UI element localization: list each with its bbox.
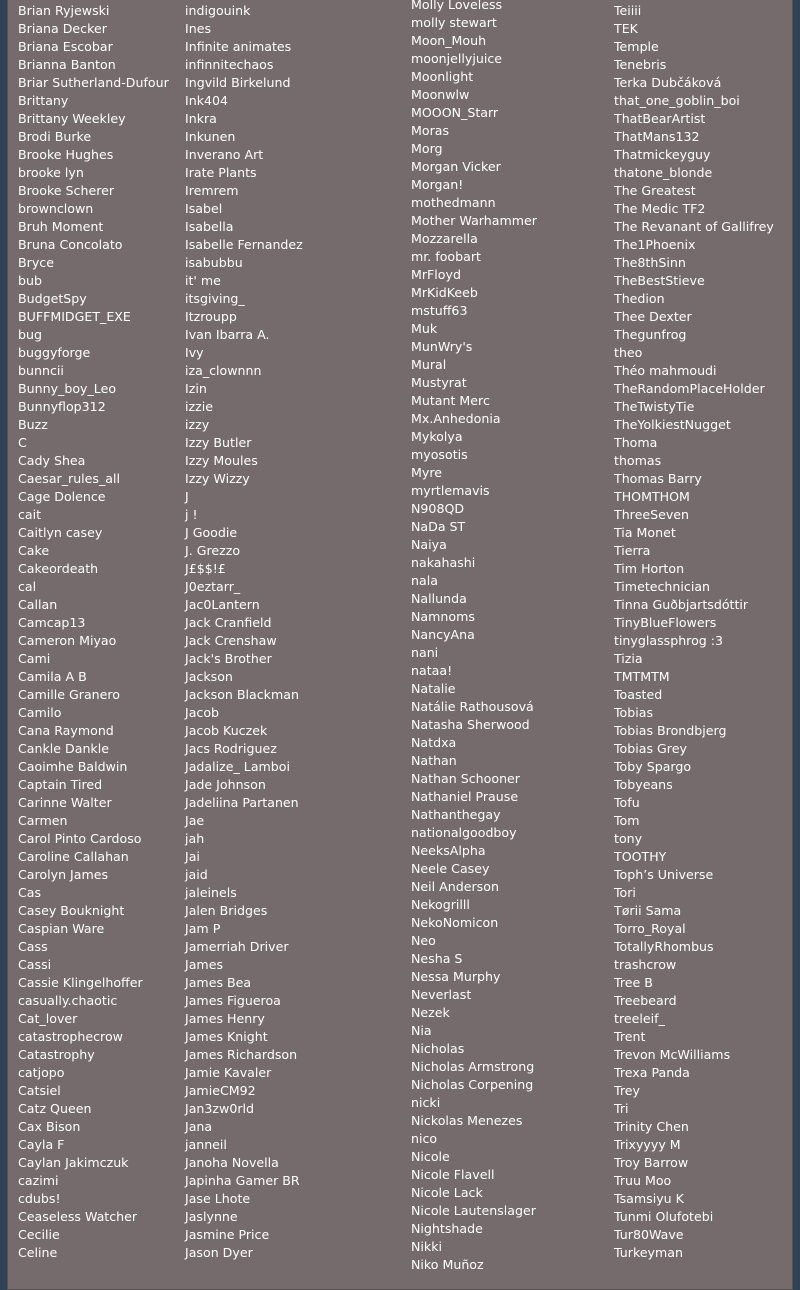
name-entry: myrtlemavis (411, 483, 490, 498)
name-entry: Casey Bouknight (18, 903, 125, 918)
name-entry: Tim Horton (614, 561, 685, 576)
name-entry: Cameron Miyao (18, 633, 117, 648)
name-entry: Isabella (185, 219, 234, 234)
name-entry: bub (18, 273, 42, 288)
name-entry: Cassi (18, 957, 52, 972)
name-entry: itsgiving_ (185, 291, 245, 306)
name-entry: Jacob (185, 705, 220, 720)
name-entry: Morg (411, 141, 443, 156)
name-entry: Carinne Walter (18, 795, 112, 810)
name-entry: that_one_goblin_boi (614, 93, 740, 108)
name-entry: Jackson (185, 669, 233, 684)
name-entry: cazimi (18, 1173, 59, 1188)
name-entry: TMTMTM (614, 669, 670, 684)
name-entry: Tenebris (614, 57, 667, 72)
name-entry: MrFloyd (411, 267, 461, 282)
name-entry: infinnitechaos (185, 57, 274, 72)
name-entry: Thegunfrog (614, 327, 687, 342)
name-entry: Moonwlw (411, 87, 470, 102)
name-entry: j ! (185, 507, 198, 522)
name-entry: Jack Crenshaw (185, 633, 277, 648)
name-entry: Cass (18, 939, 48, 954)
name-entry: Briana Decker (18, 21, 107, 36)
name-entry: Natasha Sherwood (411, 717, 530, 732)
name-entry: Truu Moo (614, 1173, 672, 1188)
name-entry: Irate Plants (185, 165, 257, 180)
name-entry: thatone_blonde (614, 165, 713, 180)
name-entry: Jaslynne (185, 1209, 238, 1224)
name-entry: Carolyn James (18, 867, 109, 882)
name-entry: Teiiii (614, 3, 642, 18)
name-entry: Bruna Concolato (18, 237, 123, 252)
name-entry: Nicholas (411, 1041, 465, 1056)
name-entry: tony (614, 831, 643, 846)
name-entry: cait (18, 507, 42, 522)
name-entry: The8thSinn (614, 255, 686, 270)
name-entry: Cayla F (18, 1137, 65, 1152)
name-entry: Nathaniel Prause (411, 789, 519, 804)
name-entry: jaid (185, 867, 208, 882)
name-entry: MOOON_Starr (411, 105, 499, 120)
name-entry: Cady Shea (18, 453, 86, 468)
name-entry: Caesar_rules_all (18, 471, 120, 486)
name-entry: Brittany Weekley (18, 111, 126, 126)
name-entry: Natálie Rathousová (411, 699, 534, 714)
name-entry: C (18, 435, 27, 450)
name-entry: Nekogrilll (411, 897, 470, 912)
name-entry: isabubbu (185, 255, 243, 270)
name-entry: Jamie Kavaler (185, 1065, 272, 1080)
name-entry: Cana Raymond (18, 723, 114, 738)
name-column-2 (185, 0, 303, 1262)
name-entry: Catsiel (18, 1083, 61, 1098)
credits-panel (7, 0, 793, 1290)
name-entry: Jackson Blackman (185, 687, 299, 702)
name-entry: Cankle Dankle (18, 741, 109, 756)
name-entry: Janoha Novella (185, 1155, 279, 1170)
name-entry: BudgetSpy (18, 291, 87, 306)
name-entry: Brittany (18, 93, 69, 108)
name-entry: Nicholas Armstrong (411, 1059, 535, 1074)
name-entry: Niko Muñoz (411, 1257, 484, 1272)
name-entry: Tizia (614, 651, 643, 666)
name-entry: Brodi Burke (18, 129, 92, 144)
name-entry: Mother Warhammer (411, 213, 537, 228)
name-entry: Nesha S (411, 951, 463, 966)
name-entry: Ivan Ibarra A. (185, 327, 270, 342)
name-entry: Cami (18, 651, 51, 666)
name-entry: Jam P (185, 921, 221, 936)
name-entry: Tørii Sama (614, 903, 682, 918)
name-entry: Neo (411, 933, 436, 948)
name-entry: cal (18, 579, 37, 594)
name-entry: Carmen (18, 813, 68, 828)
name-entry: Brian Ryjewski (18, 3, 110, 18)
name-entry: myosotis (411, 447, 468, 462)
name-entry: ThreeSeven (614, 507, 689, 522)
name-entry: trashcrow (614, 957, 677, 972)
name-entry: Inverano Art (185, 147, 264, 162)
name-entry: James Knight (185, 1029, 268, 1044)
name-entry: Jasmine Price (185, 1227, 270, 1242)
name-entry: Bunnyflop312 (18, 399, 106, 414)
name-entry: molly stewart (411, 15, 497, 30)
name-entry: buggyforge (18, 345, 91, 360)
name-entry: Troy Barrow (614, 1155, 689, 1170)
name-entry: Mural (411, 357, 447, 372)
name-entry: J Goodie (185, 525, 238, 540)
name-entry: Jadeliina Partanen (185, 795, 299, 810)
name-entry: Cecilie (18, 1227, 60, 1242)
name-entry: Natdxa (411, 735, 457, 750)
name-entry: Morgan! (411, 177, 464, 192)
name-entry: TheBestStieve (614, 273, 705, 288)
name-entry: Caylan Jakimczuk (18, 1155, 129, 1170)
name-entry: nicki (411, 1095, 441, 1110)
name-entry: Nickolas Menezes (411, 1113, 523, 1128)
name-entry: catjopo (18, 1065, 65, 1080)
name-entry: Callan (18, 597, 58, 612)
name-entry: Mx.Anhedonia (411, 411, 501, 426)
name-entry: nala (411, 573, 438, 588)
name-entry: Tree B (614, 975, 653, 990)
name-entry: Torro_Royal (614, 921, 686, 936)
name-entry: Izin (185, 381, 207, 396)
name-entry: Tsamsiyu K (614, 1191, 684, 1206)
name-entry: jah (185, 831, 205, 846)
name-entry: Nessa Murphy (411, 969, 501, 984)
name-entry: Nicholas Corpening (411, 1077, 534, 1092)
name-entry: Brianna Banton (18, 57, 116, 72)
name-entry: James Bea (185, 975, 252, 990)
name-entry: NancyAna (411, 627, 475, 642)
name-entry: Timetechnician (614, 579, 711, 594)
name-entry: Ines (185, 21, 212, 36)
name-entry: tinyglassphrog :3 (614, 633, 724, 648)
name-entry: mothedmann (411, 195, 496, 210)
name-entry: J (185, 489, 189, 504)
name-entry: Jai (185, 849, 200, 864)
name-entry: Terka Dubčáková (614, 75, 722, 90)
name-entry: Jamerriah Driver (185, 939, 289, 954)
name-entry: Nezek (411, 1005, 450, 1020)
name-entry: Tunmi Olufotebi (614, 1209, 714, 1224)
name-entry: Jase Lhote (185, 1191, 251, 1206)
name-entry: Camcap13 (18, 615, 86, 630)
name-entry: Carol Pinto Cardoso (18, 831, 142, 846)
name-column-1 (18, 0, 169, 1262)
name-column-3 (411, 0, 537, 1274)
name-entry: TheRandomPlaceHolder (614, 381, 765, 396)
name-entry: Japinha Gamer BR (185, 1173, 300, 1188)
name-entry: NaDa ST (411, 519, 466, 534)
name-entry: J£$$!£ (185, 561, 226, 576)
name-entry: J. Grezzo (185, 543, 241, 558)
name-entry: Nightshade (411, 1221, 483, 1236)
name-entry: Moras (411, 123, 450, 138)
name-entry: thomas (614, 453, 662, 468)
name-entry: Trey (614, 1083, 640, 1098)
name-entry: Izzy Butler (185, 435, 252, 450)
name-entry: The1Phoenix (614, 237, 696, 252)
name-entry: cdubs! (18, 1191, 61, 1206)
name-entry: MrKidKeeb (411, 285, 478, 300)
name-entry: TEK (614, 21, 638, 36)
name-entry: Toby Spargo (614, 759, 692, 774)
name-entry: Tori (614, 885, 636, 900)
name-entry: Tinna Guðbjartsdóttir (614, 597, 749, 612)
name-entry: Toasted (614, 687, 663, 702)
name-entry: Tia Monet (614, 525, 676, 540)
name-entry: Jalen Bridges (185, 903, 268, 918)
name-entry: N908QD (411, 501, 465, 516)
name-entry: Nikki (411, 1239, 443, 1254)
name-entry: Thatmickeyguy (614, 147, 711, 162)
name-entry: THOMTHOM (614, 489, 690, 504)
name-entry: Trexa Panda (614, 1065, 690, 1080)
name-entry: Jacob Kuczek (185, 723, 268, 738)
name-entry: Tur80Wave (614, 1227, 684, 1242)
name-entry: James Richardson (185, 1047, 298, 1062)
name-entry: moonjellyjuice (411, 51, 503, 66)
name-entry: TheYolkiestNugget (614, 417, 731, 432)
name-entry: Jac0Lantern (185, 597, 260, 612)
name-entry: Théo mahmoudi (614, 363, 717, 378)
name-entry: indigouink (185, 3, 251, 18)
name-entry: Nicole Lack (411, 1185, 483, 1200)
name-entry: TotallyRhombus (614, 939, 714, 954)
name-entry: JamieCM92 (185, 1083, 256, 1098)
name-entry: Thoma (614, 435, 658, 450)
name-entry: The Greatest (614, 183, 696, 198)
name-entry: Ivy (185, 345, 204, 360)
name-entry: izzie (185, 399, 213, 414)
name-entry: Neverlast (411, 987, 472, 1002)
name-entry: Ceaseless Watcher (18, 1209, 138, 1224)
name-entry: Catz Queen (18, 1101, 92, 1116)
name-entry: Nallunda (411, 591, 467, 606)
name-entry: bug (18, 327, 42, 342)
name-entry: Trevon McWilliams (614, 1047, 731, 1062)
name-entry: Nathanthegay (411, 807, 501, 822)
name-entry: nico (411, 1131, 438, 1146)
name-entry: Camilo (18, 705, 62, 720)
name-entry: NeeksAlpha (411, 843, 486, 858)
name-entry: The Medic TF2 (614, 201, 706, 216)
name-entry: Bunny_boy_Leo (18, 381, 117, 396)
name-entry: TinyBlueFlowers (614, 615, 717, 630)
name-entry: Inkunen (185, 129, 236, 144)
name-entry: mr. foobart (411, 249, 481, 264)
name-entry: Tom (614, 813, 640, 828)
name-entry: Naiya (411, 537, 447, 552)
name-entry: Isabelle Fernandez (185, 237, 303, 252)
name-entry: nationalgoodboy (411, 825, 517, 840)
name-entry: Jan3zw0rld (185, 1101, 255, 1116)
name-entry: James Henry (185, 1011, 265, 1026)
name-entry: TheTwistyTie (614, 399, 695, 414)
name-entry: Thedion (614, 291, 665, 306)
name-entry: Catastrophy (18, 1047, 95, 1062)
name-entry: Toph’s Universe (614, 867, 714, 882)
name-entry: Caoimhe Baldwin (18, 759, 128, 774)
name-entry: Tobyeans (614, 777, 673, 792)
name-column-4 (614, 0, 774, 1262)
name-entry: Tri (614, 1101, 629, 1116)
name-entry: NekoNomicon (411, 915, 499, 930)
name-entry: nakahashi (411, 555, 476, 570)
name-entry: Turkeyman (614, 1245, 683, 1260)
name-entry: iza_clownnn (185, 363, 262, 378)
name-entry: Neele Casey (411, 861, 490, 876)
name-entry: Jack's Brother (185, 651, 272, 666)
name-entry: Camila A B (18, 669, 87, 684)
name-entry: Brooke Scherer (18, 183, 115, 198)
name-entry: jaleinels (185, 885, 237, 900)
name-entry: Cassie Klingelhoffer (18, 975, 143, 990)
name-entry: Buzz (18, 417, 48, 432)
name-entry: James (185, 957, 224, 972)
name-entry: treeleif_ (614, 1011, 665, 1026)
name-entry: catastrophecrow (18, 1029, 123, 1044)
name-entry: James Figueroa (185, 993, 281, 1008)
name-entry: BUFFMIDGET_EXE (18, 309, 131, 324)
name-entry: Ingvild Birkelund (185, 75, 291, 90)
name-entry: Moon_Mouh (411, 33, 487, 48)
name-entry: Nathan (411, 753, 457, 768)
name-entry: Captain Tired (18, 777, 103, 792)
name-entry: Camille Granero (18, 687, 121, 702)
name-entry: Neil Anderson (411, 879, 499, 894)
name-entry: Caitlyn casey (18, 525, 103, 540)
name-entry: nani (411, 645, 439, 660)
name-entry: Brooke Hughes (18, 147, 114, 162)
name-entry: The Revanant of Gallifrey (614, 219, 774, 234)
name-entry: Myre (411, 465, 442, 480)
name-entry: Muk (411, 321, 438, 336)
name-entry: nataa! (411, 663, 453, 678)
name-entry: brooke lyn (18, 165, 84, 180)
name-entry: Infinite animates (185, 39, 292, 54)
name-entry: Moonlight (411, 69, 474, 84)
name-entry: Cage Dolence (18, 489, 106, 504)
name-entry: Molly Loveless (411, 0, 503, 12)
name-entry: MunWry's (411, 339, 473, 354)
name-entry: Caroline Callahan (18, 849, 129, 864)
name-entry: Nicole (411, 1149, 450, 1164)
name-entry: Natalie (411, 681, 456, 696)
name-entry: casually.chaotic (18, 993, 118, 1008)
name-entry: Temple (614, 39, 659, 54)
name-entry: Nicole Lautenslager (411, 1203, 536, 1218)
name-entry: Jadalize_ Lamboi (185, 759, 290, 774)
name-entry: janneil (185, 1137, 227, 1152)
name-entry: Cat_lover (18, 1011, 78, 1026)
name-entry: Jana (185, 1119, 213, 1134)
name-entry: Cax Bison (18, 1119, 81, 1134)
name-entry: brownclown (18, 201, 94, 216)
name-entry: Thomas Barry (614, 471, 702, 486)
name-entry: Mykolya (411, 429, 463, 444)
name-entry: Isabel (185, 201, 223, 216)
name-entry: Ink404 (185, 93, 229, 108)
name-entry: Mozzarella (411, 231, 478, 246)
name-entry: Thee Dexter (614, 309, 692, 324)
name-entry: Celine (18, 1245, 58, 1260)
name-entry: Iremrem (185, 183, 239, 198)
name-entry: J0eztarr_ (185, 579, 241, 594)
name-entry: theo (614, 345, 643, 360)
name-entry: Cake (18, 543, 50, 558)
name-entry: Jack Cranfield (185, 615, 272, 630)
name-entry: mstuff63 (411, 303, 468, 318)
name-entry: Mustyrat (411, 375, 467, 390)
name-entry: Tofu (614, 795, 640, 810)
name-entry: Trent (614, 1029, 646, 1044)
name-entry: Cas (18, 885, 42, 900)
name-entry: Nia (411, 1023, 432, 1038)
name-entry: Morgan Vicker (411, 159, 501, 174)
name-entry: Jacs Rodriguez (185, 741, 277, 756)
name-entry: it' me (185, 273, 221, 288)
name-entry: Trinity Chen (614, 1119, 689, 1134)
name-entry: Jason Dyer (185, 1245, 253, 1260)
name-entry: bunncii (18, 363, 64, 378)
name-entry: Izzy Wizzy (185, 471, 250, 486)
name-entry: izzy (185, 417, 210, 432)
name-entry: Bruh Moment (18, 219, 104, 234)
name-entry: Mutant Merc (411, 393, 490, 408)
name-entry: ThatBearArtist (614, 111, 706, 126)
name-entry: Briar Sutherland-Dufour (18, 75, 169, 90)
name-entry: ThatMans132 (614, 129, 700, 144)
name-entry: Briana Escobar (18, 39, 113, 54)
name-entry: Trixyyyy M (614, 1137, 681, 1152)
name-entry: Namnoms (411, 609, 475, 624)
name-entry: Jae (185, 813, 205, 828)
name-entry: Bryce (18, 255, 54, 270)
name-entry: Cakeordeath (18, 561, 99, 576)
name-entry: Tierra (614, 543, 651, 558)
name-entry: Izzy Moules (185, 453, 258, 468)
name-entry: Nathan Schooner (411, 771, 520, 786)
name-entry: Jade Johnson (185, 777, 266, 792)
name-entry: Inkra (185, 111, 217, 126)
name-entry: Caspian Ware (18, 921, 105, 936)
name-entry: TOOTHY (614, 849, 667, 864)
name-entry: Tobias Grey (614, 741, 687, 756)
name-entry: Itzroupp (185, 309, 237, 324)
name-entry: Tobias Brondbjerg (614, 723, 727, 738)
name-entry: Tobias (614, 705, 654, 720)
name-entry: Nicole Flavell (411, 1167, 495, 1182)
name-entry: Treebeard (614, 993, 677, 1008)
